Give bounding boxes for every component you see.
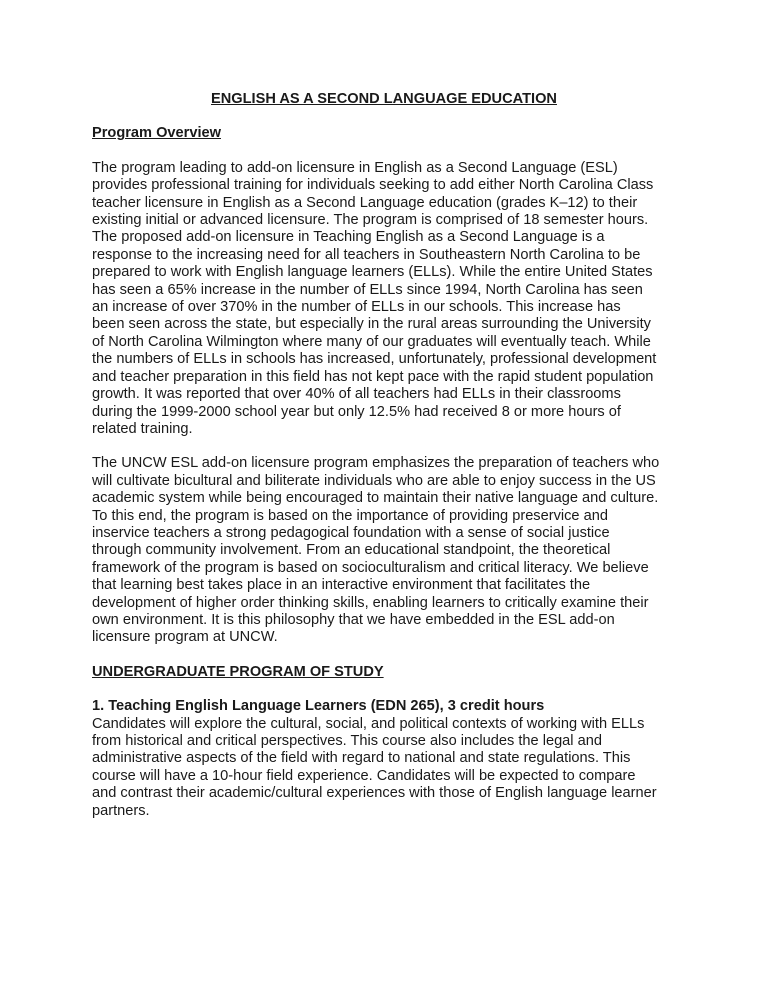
text-line: will cultivate bicultural and biliterate individuals who are able to enjoy success in the US [92,472,656,489]
text-line: from historical and critical perspectives. This course also includes the legal and [92,733,602,749]
text-line: an increase of over 370% in the number of ELLs in our schools. This increase has [92,299,621,316]
section-heading-program-overview: Program Overview [92,125,221,142]
text-line: and contrast their academic/cultural experiences with those of English language learner [92,785,657,802]
document-title: ENGLISH AS A SECOND LANGUAGE EDUCATION [211,91,557,107]
text-line: the numbers of ELLs in schools has increased, unfortunately, professional development [92,351,657,368]
text-line: of North Carolina Wilmington where many of our graduates will eventually teach. While [92,333,651,350]
text-line: The proposed add-on licensure in Teaching English as a Second Language is a [92,229,605,246]
text-line: existing initial or advanced licensure. The program is comprised of 18 semester hours. [92,212,649,229]
text-line: The program leading to add-on licensure in English as a Second Language (ESL) [92,159,618,176]
text-line: own environment. It is this philosophy that we have embedded in the ESL add-on [92,611,615,628]
text-line: during the 1999-2000 school year but only 12.5% had received 8 or more hours of [92,403,621,420]
text-line: Candidates will explore the cultural, social, and political contexts of working with ELLs [92,715,645,732]
text-line: The UNCW ESL add-on licensure program emphasizes the preparation of teachers who [92,455,660,472]
text-line: has seen a 65% increase in the number of ELLs since 1994, North Carolina has seen [92,281,643,298]
text-line: and teacher preparation in this field has not kept pace with the rapid student population [92,368,654,385]
text-line: To this end, the program is based on the importance of providing preservice and [92,507,608,524]
text-line: prepared to work with English language learners (ELLs). While the entire United States [92,264,653,281]
text-line: response to the increasing need for all teachers in Southeastern North Carolina to be [92,246,641,263]
text-line: academic system while being encouraged to maintain their native language and culture. [92,490,659,507]
text-line: provides professional training for individuals seeking to add either North Carolina Class [92,177,654,194]
text-line: growth. It was reported that over 40% of all teachers had ELLs in their classrooms [92,386,621,403]
text-line: inservice teachers a strong pedagogical foundation with a sense of social justice [92,524,610,541]
document-page [92,91,716,837]
text-line: teacher licensure in English as a Second Language education (grades K–12) to their [92,194,638,211]
overview-paragraph-1 [92,160,716,439]
text-line: partners. [92,802,150,819]
course-title: 1. Teaching English Language Learners (EDN 265), 3 credit hours [92,698,545,715]
text-line: been seen across the state, but especially in the rural areas surrounding the University [92,316,651,333]
text-line: that learning best takes place in an interactive environment that facilitates the [92,577,591,594]
text-line: framework of the program is based on socioculturalism and critical literacy. We believe [92,559,649,576]
text-line: course will have a 10-hour field experience. Candidates will be expected to compare [92,767,636,784]
text-line: related training. [92,420,193,437]
text-line: development of higher order thinking skills, enabling learners to critically examine their [92,594,649,611]
section-heading-undergraduate-program: UNDERGRADUATE PROGRAM OF STUDY [92,663,384,680]
text-line: through community involvement. From an educational standpoint, the theoretical [92,542,611,559]
course-entry [92,698,716,820]
overview-paragraph-2 [92,455,716,646]
text-line: licensure program at UNCW. [92,629,278,646]
text-line: administrative aspects of the field with regard to national and state regulations. This [92,750,631,767]
